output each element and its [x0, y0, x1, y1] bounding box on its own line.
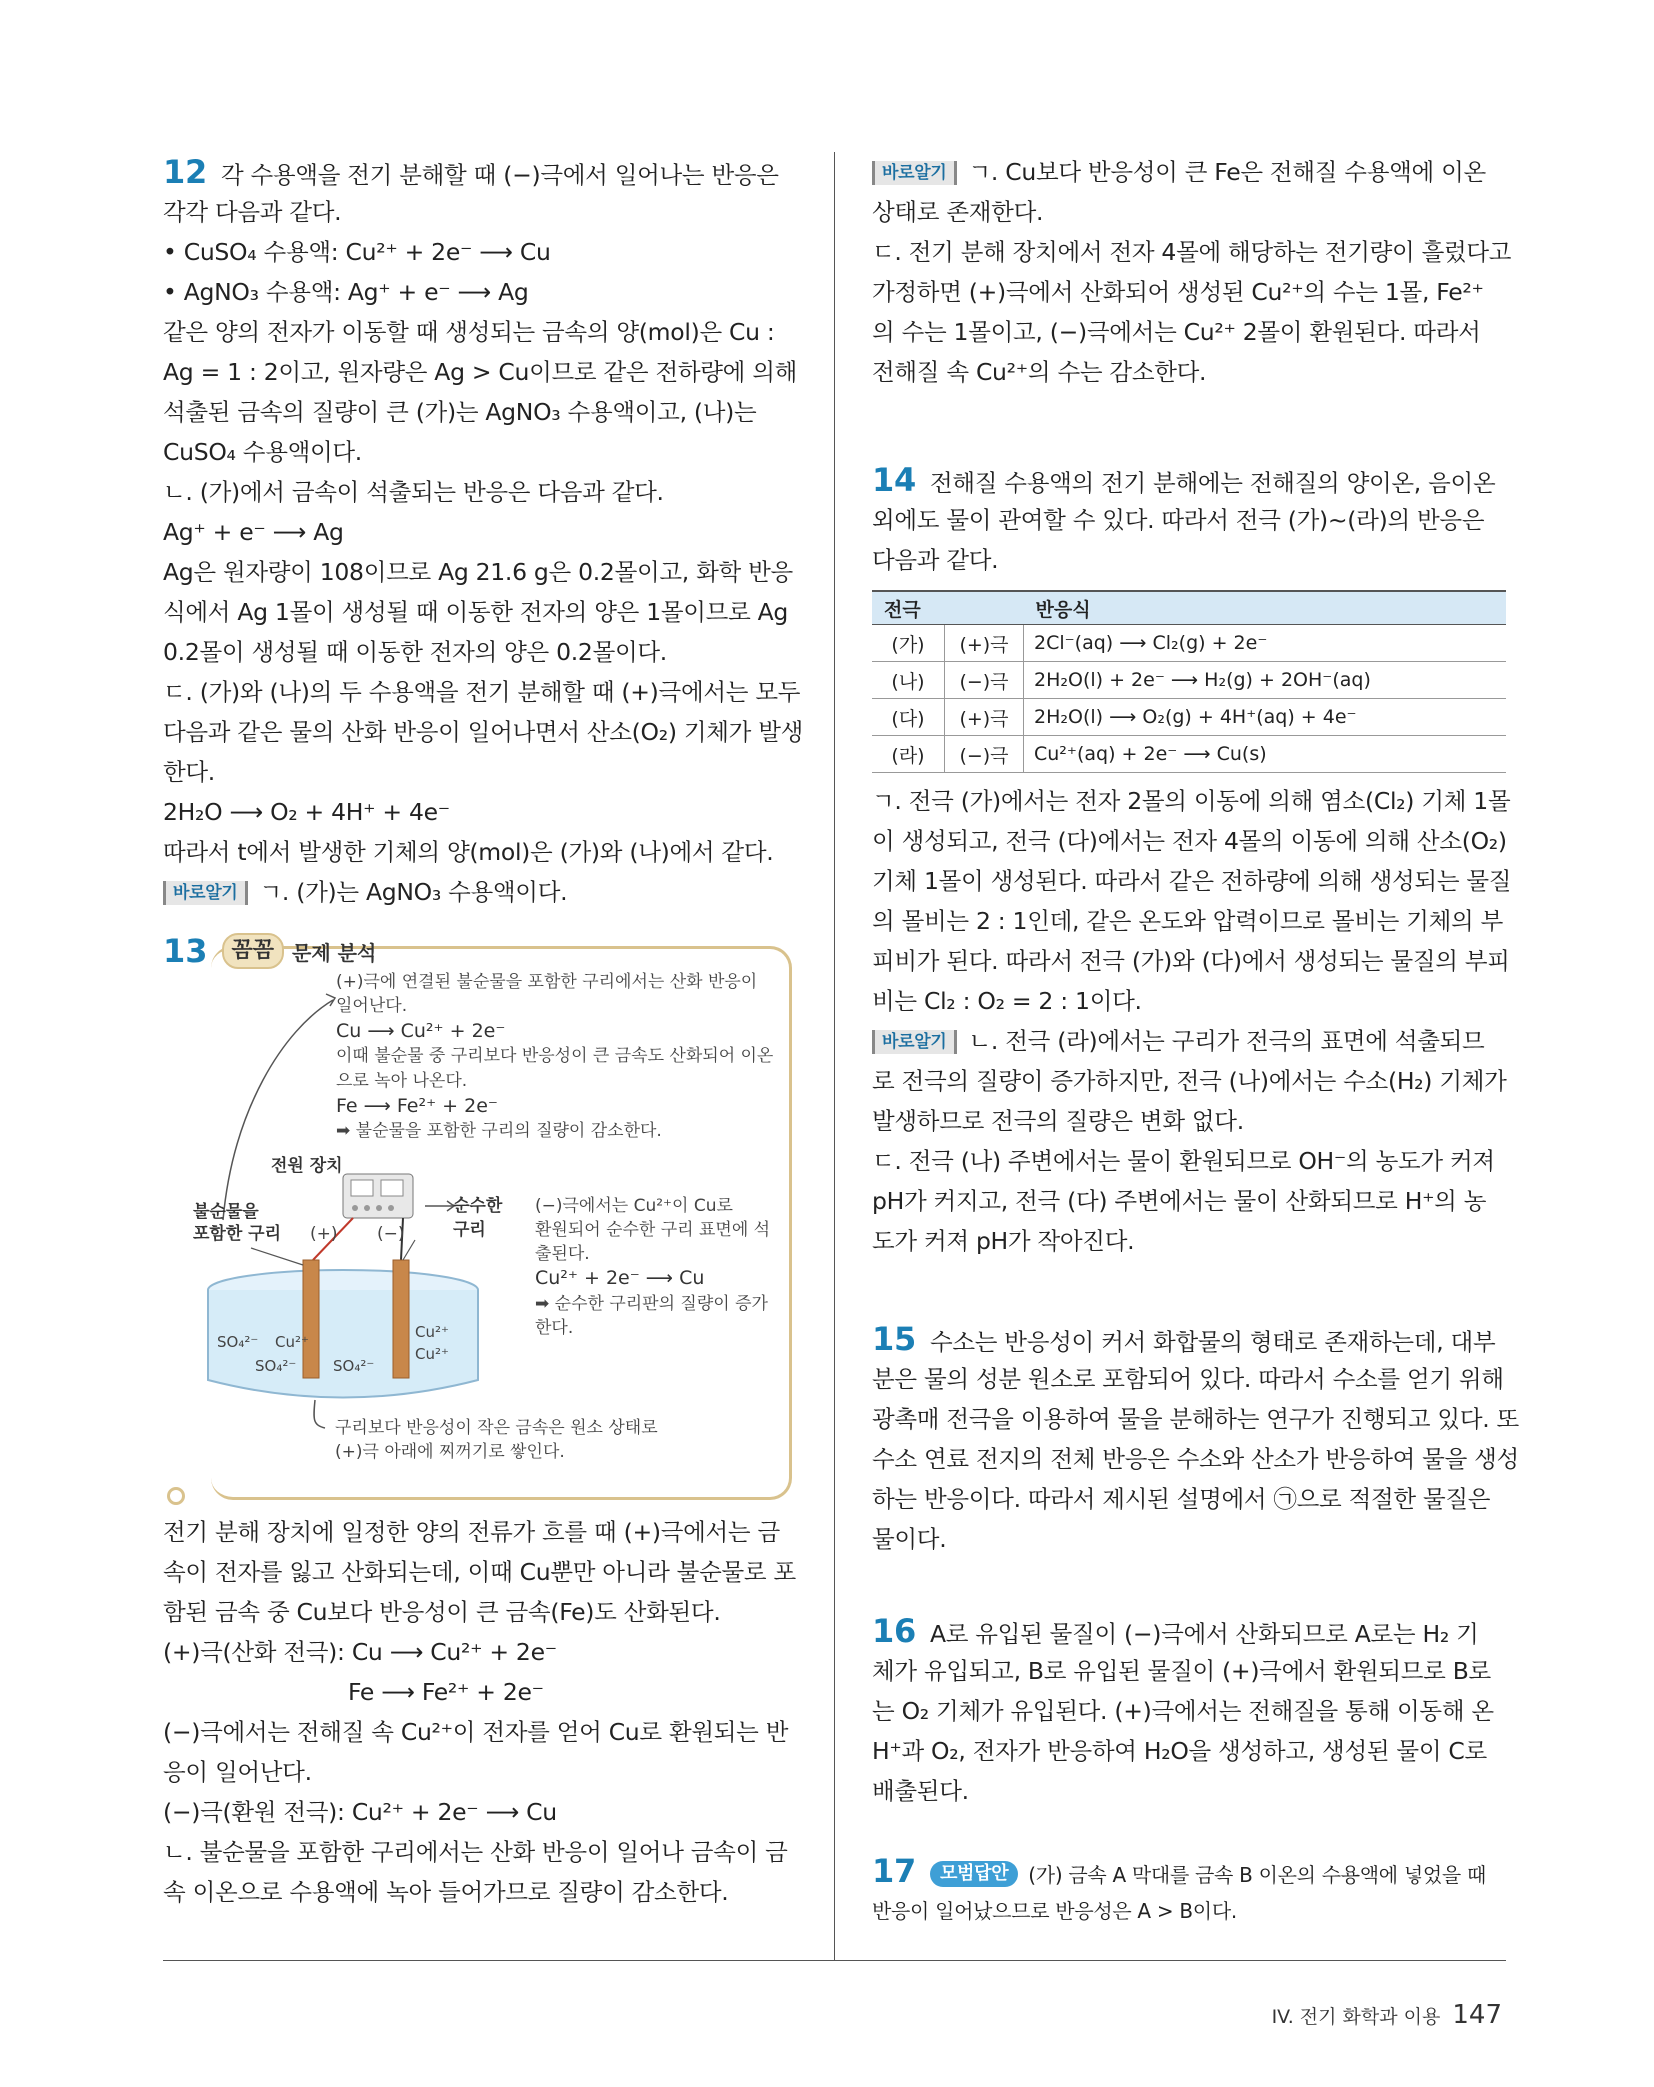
q12-line: • AgNO₃ 수용액: Ag⁺ + e⁻ ⟶ Ag	[163, 278, 529, 306]
anode-sign: (+)	[310, 1224, 338, 1244]
q15-line: 광촉매 전극을 이용하여 물을 분해하는 연구가 진행되고 있다. 또	[872, 1405, 1519, 1433]
q16-line: 체가 유입되고, B로 유입된 물질이 (+)극에서 환원되므로 B로	[872, 1657, 1491, 1685]
q15-line: 물이다.	[872, 1525, 947, 1553]
q13-line: (+)극(산화 전극): Cu ⟶ Cu²⁺ + 2e⁻	[163, 1638, 557, 1666]
cathode-sign: (−)	[377, 1224, 405, 1244]
analysis-title: 문제 분석	[292, 940, 377, 965]
q13-line: 속 이온으로 수용액에 녹아 들어가므로 질량이 감소한다.	[163, 1878, 729, 1906]
q13b-line: 전해질 속 Cu²⁺의 수는 감소한다.	[872, 358, 1207, 386]
bottom-rule	[163, 1960, 1506, 1961]
q14-number: 14	[872, 461, 916, 499]
ion-label: SO₄²⁻	[217, 1333, 259, 1351]
q13-line: (−)극(환원 전극): Cu²⁺ + 2e⁻ ⟶ Cu	[163, 1798, 557, 1826]
q13b-line: 의 수는 1몰이고, (−)극에서는 Cu²⁺ 2몰이 환원된다. 따라서	[872, 318, 1481, 346]
q14-line: 외에도 물이 관여할 수 있다. 따라서 전극 (가)~(라)의 반응은	[872, 506, 1485, 534]
q12-line: 각 수용액을 전기 분해할 때 (−)극에서 일어나는 반응은	[220, 161, 779, 189]
table-cell: (라)	[872, 736, 945, 773]
q14-line: 의 몰비는 2 : 1인데, 같은 온도와 압력이므로 몰비는 기체의 부	[872, 907, 1504, 935]
q14-line: 피비가 된다. 따라서 전극 (가)와 (다)에서 생성되는 물질의 부피	[872, 947, 1510, 975]
box-text: 환원되어 순수한 구리 표면에 석	[535, 1220, 771, 1240]
q12-line: CuSO₄ 수용액이다.	[163, 438, 362, 466]
table-cell: (가)	[872, 625, 945, 662]
ion-label: Cu²⁺	[275, 1333, 309, 1351]
q12-line: ㄷ. (가)와 (나)의 두 수용액을 전기 분해할 때 (+)극에서는 모두	[163, 678, 801, 706]
baroalgi-tag: 바로알기	[872, 161, 957, 185]
q17-block	[872, 1851, 1506, 1931]
q12-line: 0.2몰이 생성될 때 이동한 전자의 양은 0.2몰이다.	[163, 638, 667, 666]
q13-number: 13	[163, 932, 208, 970]
q14-line: ㄱ. 전극 (가)에서는 전자 2몰의 이동에 의해 염소(Cl₂) 기체 1몰	[872, 787, 1511, 815]
kkomkkom-badge: 꼼꼼	[222, 933, 285, 969]
table-row	[872, 736, 1506, 773]
model-answer-badge: 모범답안	[930, 1861, 1018, 1887]
reaction-table	[872, 590, 1506, 773]
q14-line: 전해질 수용액의 전기 분해에는 전해질의 양이온, 음이온	[929, 469, 1496, 497]
box-text: 한다.	[535, 1318, 574, 1338]
q12-block	[163, 152, 804, 912]
left-column	[163, 152, 804, 1912]
q12-number: 12	[163, 153, 207, 191]
table-cell: 2H₂O(l) + 2e⁻ ⟶ H₂(g) + 2OH⁻(aq)	[1024, 662, 1507, 699]
table-cell: 2Cl⁻(aq) ⟶ Cl₂(g) + 2e⁻	[1024, 625, 1507, 662]
table-cell: Cu²⁺(aq) + 2e⁻ ⟶ Cu(s)	[1024, 736, 1507, 773]
q14-line: 로 전극의 질량이 증가하지만, 전극 (나)에서는 수소(H₂) 기체가	[872, 1067, 1507, 1095]
impure-copper-electrode	[303, 1260, 319, 1378]
q15-block	[872, 1319, 1519, 1559]
q16-line: A로 유입된 물질이 (−)극에서 산화되므로 A로는 H₂ 기	[929, 1620, 1479, 1648]
q14-line: pH가 커지고, 전극 (다) 주변에서는 물이 산화되므로 H⁺의 농	[872, 1187, 1487, 1215]
q16-line: 는 O₂ 기체가 유입된다. (+)극에서는 전해질을 통해 이동해 온	[872, 1697, 1494, 1725]
q17-line: 반응이 일어났으므로 반응성은 A > B이다.	[872, 1899, 1237, 1923]
q13b-line: 상태로 존재한다.	[872, 198, 1044, 226]
box-text: (−)극에서는 Cu²⁺이 Cu로	[535, 1196, 733, 1216]
right-column	[872, 152, 1519, 1931]
baroalgi-tag: 바로알기	[163, 881, 248, 905]
q16-number: 16	[872, 1612, 916, 1650]
box-text: 이때 불순물 중 구리보다 반응성이 큰 금속도 산화되어 이온	[336, 1046, 774, 1066]
q14-line: 도가 커져 pH가 작아진다.	[872, 1227, 1135, 1255]
q12-line: Ag은 원자량이 108이므로 Ag 21.6 g은 0.2몰이고, 화학 반응	[163, 558, 793, 586]
q12-line: 식에서 Ag 1몰이 생성될 때 이동한 전자의 양은 1몰이므로 Ag	[163, 598, 789, 626]
q12-line: 한다.	[163, 758, 215, 786]
baroalgi-tag: 바로알기	[872, 1030, 957, 1054]
page-number: 147	[1452, 2000, 1502, 2030]
annotation-arrow	[223, 1000, 333, 1220]
ion-label: Cu²⁺	[415, 1323, 449, 1341]
table-cell: 2H₂O(l) ⟶ O₂(g) + 4H⁺(aq) + 4e⁻	[1024, 699, 1507, 736]
q12-line: 따라서 t에서 발생한 기체의 양(mol)은 (가)와 (나)에서 같다.	[163, 838, 774, 866]
table-row	[872, 625, 1506, 662]
q15-line: 하는 반응이다. 따라서 제시된 설명에서 ㉠으로 적절한 물질은	[872, 1485, 1491, 1513]
table-row	[872, 662, 1506, 699]
table-cell: (다)	[872, 699, 945, 736]
q16-block	[872, 1611, 1506, 1811]
box-text: (+)극에 연결된 불순물을 포함한 구리에서는 산화 반응이	[336, 972, 758, 992]
box-text: (+)극 아래에 찌꺼기로 쌓인다.	[335, 1442, 565, 1462]
q12-line: 석출된 금속의 질량이 큰 (가)는 AgNO₃ 수용액이고, (나)는	[163, 398, 757, 426]
q15-line: 수소 연료 전지의 전체 반응은 수소와 산소가 반응하여 물을 생성	[872, 1445, 1519, 1473]
section-title: IV. 전기 화학과 이용	[1271, 2006, 1441, 2028]
q13-line: 함된 금속 중 Cu보다 반응성이 큰 금속(Fe)도 산화된다.	[163, 1598, 721, 1626]
pure-copper-label: 구리	[453, 1220, 486, 1240]
box-equation: Cu²⁺ + 2e⁻ ⟶ Cu	[535, 1267, 705, 1289]
impure-copper-label: 불순물을	[193, 1202, 259, 1222]
q13-body	[163, 1512, 797, 1912]
q12-line: 2H₂O ⟶ O₂ + 4H⁺ + 4e⁻	[163, 798, 450, 826]
table-header: 전극	[872, 591, 1024, 625]
q14-line: 비는 Cl₂ : O₂ = 2 : 1이다.	[872, 987, 1142, 1015]
q14-line: 이 생성되고, 전극 (다)에서는 전자 4몰의 이동에 의해 산소(O₂)	[872, 827, 1507, 855]
q13-line: ㄴ. 불순물을 포함한 구리에서는 산화 반응이 일어나 금속이 금	[163, 1838, 788, 1866]
q12-line: Ag⁺ + e⁻ ⟶ Ag	[163, 518, 344, 546]
q15-line: 분은 물의 성분 원소로 포함되어 있다. 따라서 수소를 얻기 위해	[872, 1365, 1504, 1393]
q13-line: Fe ⟶ Fe²⁺ + 2e⁻	[348, 1678, 544, 1706]
table-cell: (−)극	[945, 736, 1024, 773]
q13-continued	[872, 152, 1512, 392]
q14-block	[872, 460, 1512, 1261]
box-text: 출된다.	[535, 1244, 590, 1264]
pure-copper-electrode	[393, 1260, 409, 1378]
q13b-line: ㄷ. 전기 분해 장치에서 전자 4몰에 해당하는 전기량이 흘렀다고	[872, 238, 1512, 266]
q13-line: (−)극에서는 전해질 속 Cu²⁺이 전자를 얻어 Cu로 환원되는 반	[163, 1718, 789, 1746]
q12-line: Ag = 1 : 2이고, 원자량은 Ag > Cu이므로 같은 전하량에 의해	[163, 358, 798, 386]
box-text: 일어난다.	[336, 996, 408, 1016]
q13b-line: ㄱ. Cu보다 반응성이 큰 Fe은 전해질 수용액에 이온	[968, 158, 1486, 186]
q13b-line: 가정하면 (+)극에서 산화되어 생성된 Cu²⁺의 수는 1몰, Fe²⁺	[872, 278, 1484, 306]
table-cell: (나)	[872, 662, 945, 699]
impure-copper-label: 포함한 구리	[193, 1224, 282, 1244]
q12-line: • CuSO₄ 수용액: Cu²⁺ + 2e⁻ ⟶ Cu	[163, 238, 551, 266]
page-footer	[1272, 2000, 1502, 2030]
q14-line: 발생하므로 전극의 질량은 변화 없다.	[872, 1107, 1244, 1135]
ion-label: Cu²⁺	[415, 1345, 449, 1363]
q16-line: 배출된다.	[872, 1777, 969, 1805]
q12-line: 다음과 같은 물의 산화 반응이 일어나면서 산소(O₂) 기체가 발생	[163, 718, 804, 746]
ion-label: SO₄²⁻	[255, 1357, 297, 1375]
table-cell: (−)극	[945, 662, 1024, 699]
table-row	[872, 699, 1506, 736]
table-cell: (+)극	[945, 625, 1024, 662]
box-equation: Fe ⟶ Fe²⁺ + 2e⁻	[336, 1095, 498, 1117]
q14-line: ㄷ. 전극 (나) 주변에서는 물이 환원되므로 OH⁻의 농도가 커져	[872, 1147, 1495, 1175]
q13-line: 전기 분해 장치에 일정한 양의 전류가 흐를 때 (+)극에서는 금	[163, 1518, 780, 1546]
q13-line: 응이 일어난다.	[163, 1758, 312, 1786]
box-equation: Cu ⟶ Cu²⁺ + 2e⁻	[336, 1020, 506, 1042]
q12-line: 각각 다음과 같다.	[163, 198, 342, 226]
q15-line: 수소는 반응성이 커서 화합물의 형태로 존재하는데, 대부	[929, 1328, 1496, 1356]
q17-number: 17	[872, 1852, 916, 1890]
q12-line: 같은 양의 전자가 이동할 때 생성되는 금속의 양(mol)은 Cu :	[163, 318, 775, 346]
table-header: 반응식	[1024, 591, 1507, 625]
q16-line: H⁺과 O₂, 전자가 반응하여 H₂O을 생성하고, 생성된 물이 C로	[872, 1737, 1487, 1765]
q12-tag-text: ㄱ. (가)는 AgNO₃ 수용액이다.	[259, 878, 568, 906]
pure-copper-label: 순수한	[453, 1196, 503, 1216]
q15-number: 15	[872, 1320, 916, 1358]
box-text: ➡ 순수한 구리판의 질량이 증가	[535, 1294, 768, 1314]
q17-line: (가) 금속 A 막대를 금속 B 이온의 수용액에 넣었을 때	[1028, 1863, 1487, 1887]
column-divider	[834, 152, 835, 1960]
box-text: 구리보다 반응성이 작은 금속은 원소 상태로	[335, 1418, 658, 1438]
box-text: ➡ 불순물을 포함한 구리의 질량이 감소한다.	[336, 1121, 662, 1141]
q13-line: 속이 전자를 잃고 산화되는데, 이때 Cu뿐만 아니라 불순물로 포	[163, 1558, 796, 1586]
q14-line: 기체 1몰이 생성된다. 따라서 같은 전하량에 의해 생성되는 물질	[872, 867, 1512, 895]
box-text: 으로 녹아 나온다.	[336, 1071, 468, 1091]
q14-line: 다음과 같다.	[872, 546, 999, 574]
ion-label: SO₄²⁻	[333, 1357, 375, 1375]
q12-line: ㄴ. (가)에서 금속이 석출되는 반응은 다음과 같다.	[163, 478, 664, 506]
analysis-box	[163, 930, 791, 1500]
power-supply-label: 전원 장치	[271, 1156, 343, 1176]
table-cell: (+)극	[945, 699, 1024, 736]
q14-line: ㄴ. 전극 (라)에서는 구리가 전극의 표면에 석출되므	[968, 1027, 1485, 1055]
annotation-arrow	[314, 1400, 325, 1428]
